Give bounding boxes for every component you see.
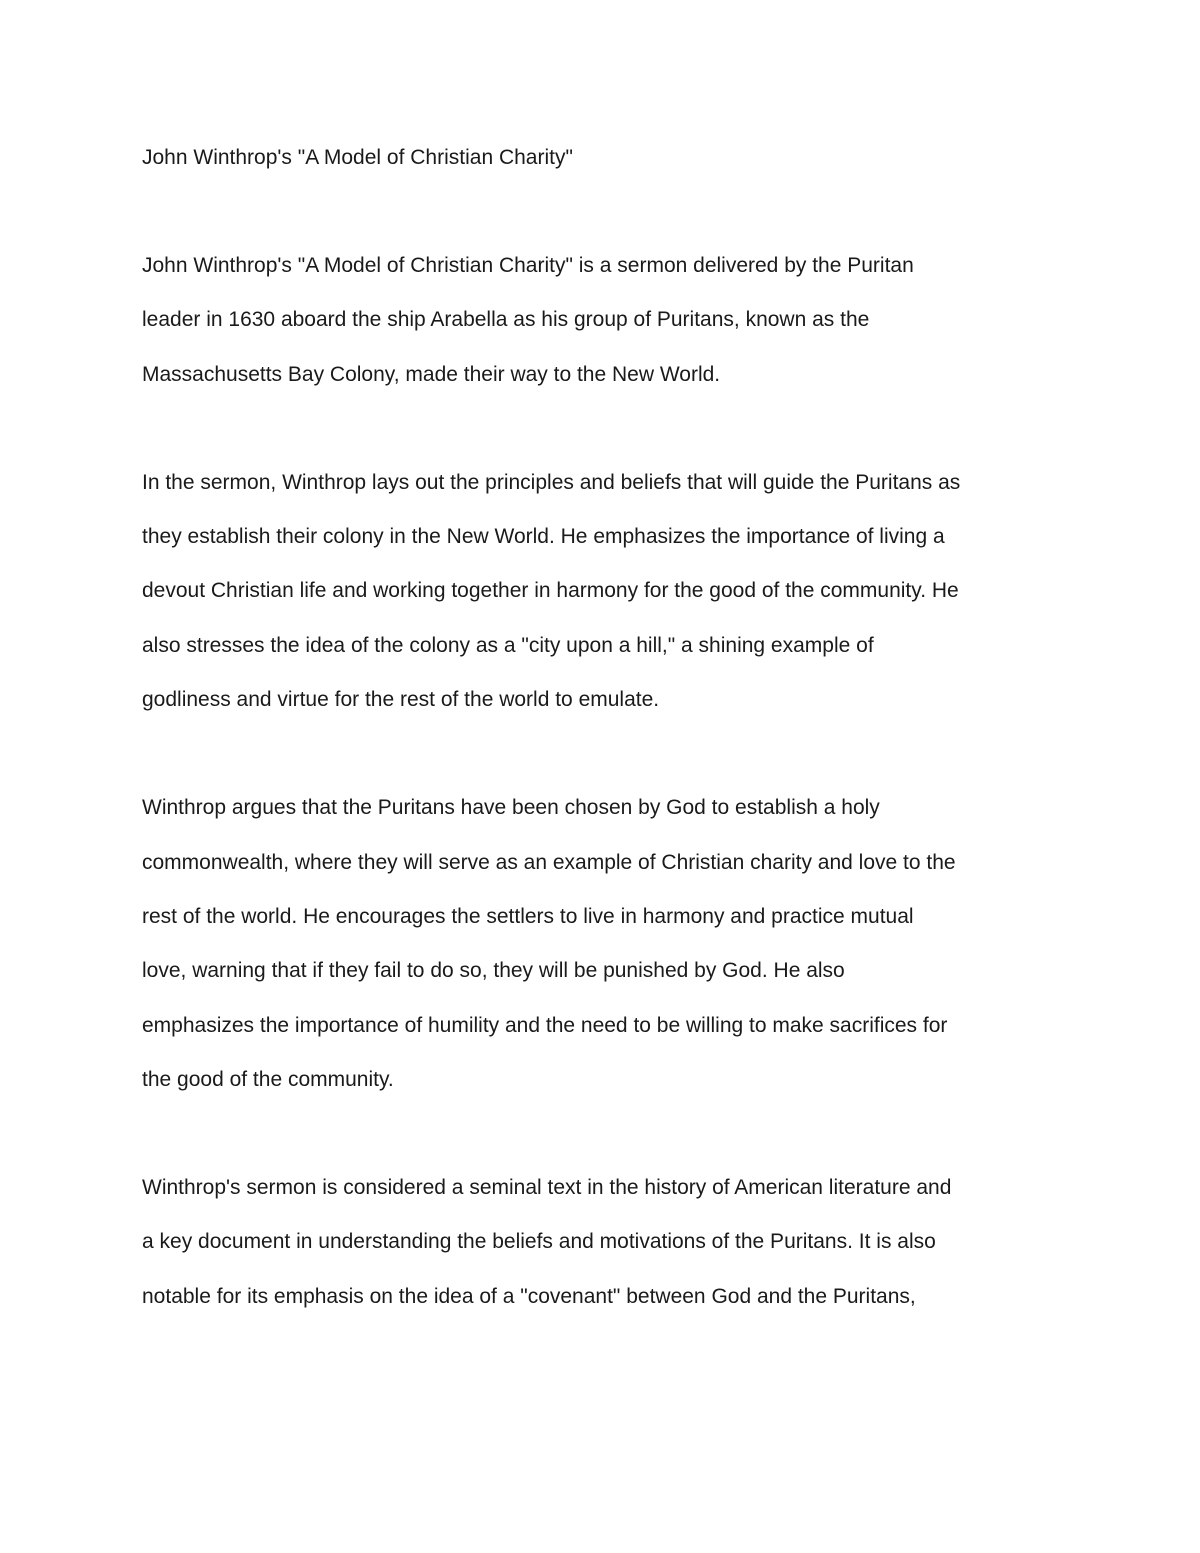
document-title: John Winthrop's "A Model of Christian Charity" (142, 146, 573, 169)
paragraph-line: emphasizes the importance of humility and the need to be willing to make sacrifices for (142, 1013, 948, 1037)
paragraph-line: a key document in understanding the beliefs and motivations of the Puritans. It is also (142, 1230, 936, 1254)
paragraph-2 (142, 456, 1072, 727)
paragraph-line: godliness and virtue for the rest of the world to emulate. (142, 688, 660, 712)
paragraph-1 (142, 239, 1072, 402)
paragraph-line: Winthrop argues that the Puritans have been chosen by God to establish a holy (142, 796, 880, 820)
paragraph-line: Massachusetts Bay Colony, made their way to the New World. (142, 362, 721, 386)
paragraph-line: love, warning that if they fail to do so, they will be punished by God. He also (142, 959, 845, 983)
paragraph-line: notable for its emphasis on the idea of a "covenant" between God and the Puritans, (142, 1284, 916, 1308)
paragraph-line: the good of the community. (142, 1067, 394, 1091)
paragraph-line: they establish their colony in the New World. He emphasizes the importance of living a (142, 525, 945, 549)
paragraph-line: commonwealth, where they will serve as an example of Christian charity and love to the (142, 850, 956, 874)
document-body (142, 131, 1072, 1324)
paragraph-line: devout Christian life and working together in harmony for the good of the community. He (142, 579, 959, 603)
paragraph-3 (142, 781, 1072, 1107)
paragraph-4 (142, 1161, 1072, 1324)
paragraph-line: also stresses the idea of the colony as a "city upon a hill," a shining example of (142, 633, 874, 657)
paragraph-line: leader in 1630 aboard the ship Arabella as his group of Puritans, known as the (142, 308, 870, 332)
paragraph-line: John Winthrop's "A Model of Christian Charity" is a sermon delivered by the Puritan (142, 254, 914, 277)
paragraph-line: rest of the world. He encourages the settlers to live in harmony and practice mutual (142, 904, 914, 928)
paragraph-line: Winthrop's sermon is considered a seminal text in the history of American literature and (142, 1176, 952, 1200)
paragraph-line: In the sermon, Winthrop lays out the principles and beliefs that will guide the Puritans as (142, 470, 961, 494)
